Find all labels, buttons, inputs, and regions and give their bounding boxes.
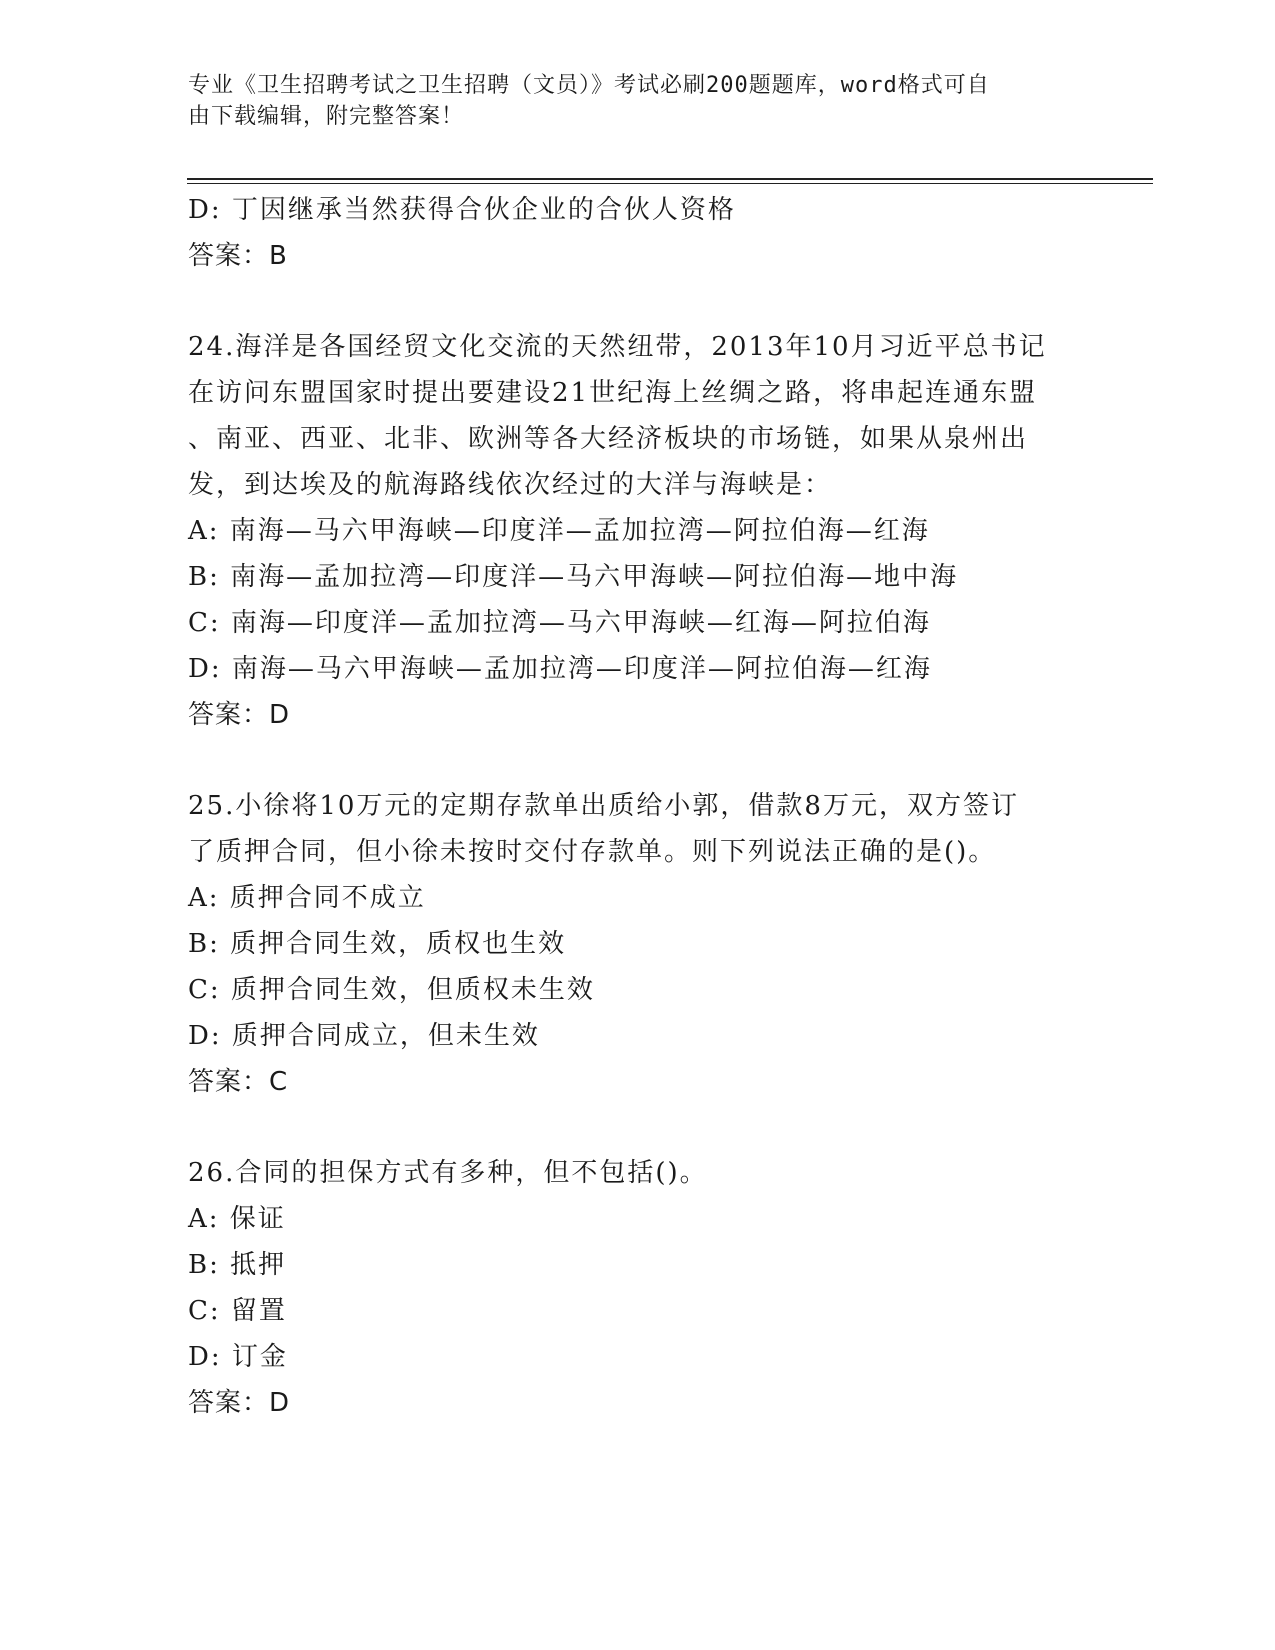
question-stem-line: 24.海洋是各国经贸文化交流的天然纽带，2013年10月习近平总书记 — [188, 332, 1047, 362]
spacer — [188, 1105, 1088, 1150]
answer-line: 答案：D — [188, 1388, 291, 1418]
question-list — [188, 187, 1088, 1426]
option-d: D: 丁因继承当然获得合伙企业的合伙人资格 — [188, 195, 736, 225]
option-b: B: 质押合同生效，质权也生效 — [188, 929, 567, 959]
page-header — [188, 70, 1068, 132]
option-b: B: 南海—孟加拉湾—印度洋—马六甲海峡—阿拉伯海—地中海 — [188, 562, 959, 592]
question-26 — [188, 1150, 1088, 1426]
question-24 — [188, 324, 1088, 738]
header-line-2: 由下载编辑，附完整答案！ — [188, 104, 465, 129]
answer-line: 答案：B — [188, 241, 288, 271]
question-stem-line: 26.合同的担保方式有多种，但不包括()。 — [188, 1158, 708, 1188]
option-d: D: 订金 — [188, 1342, 288, 1372]
answer-line: 答案：C — [188, 1067, 289, 1097]
question-25 — [188, 783, 1088, 1105]
option-a: A: 质押合同不成立 — [188, 883, 426, 913]
option-c: C: 质押合同生效，但质权未生效 — [188, 975, 595, 1005]
spacer — [188, 279, 1088, 324]
option-b: B: 抵押 — [188, 1250, 287, 1280]
question-stem-line: 发，到达埃及的航海路线依次经过的大洋与海峡是： — [188, 470, 833, 500]
spacer — [188, 738, 1088, 783]
option-d: D: 南海—马六甲海峡—孟加拉湾—印度洋—阿拉伯海—红海 — [188, 654, 932, 684]
question-stem-line: 、南亚、西亚、北非、欧洲等各大经济板块的市场链，如果从泉州出 — [188, 424, 1029, 454]
question-23-tail — [188, 187, 1088, 279]
question-stem-line: 25.小徐将10万元的定期存款单出质给小郭，借款8万元，双方签订 — [188, 791, 1019, 821]
option-d: D: 质押合同成立，但未生效 — [188, 1021, 540, 1051]
option-a: A: 保证 — [188, 1204, 286, 1234]
answer-line: 答案：D — [188, 700, 291, 730]
question-stem-line: 在访问东盟国家时提出要建设21世纪海上丝绸之路，将串起连通东盟 — [188, 378, 1038, 408]
header-divider-thick — [187, 178, 1153, 180]
option-a: A: 南海—马六甲海峡—印度洋—孟加拉湾—阿拉伯海—红海 — [188, 516, 930, 546]
header-line-1: 专业《卫生招聘考试之卫生招聘（文员）》考试必刷200题题库，word格式可自 — [188, 73, 990, 98]
header-divider-thin — [187, 183, 1153, 184]
question-stem-line: 了质押合同，但小徐未按时交付存款单。则下列说法正确的是()。 — [188, 837, 997, 867]
option-c: C: 南海—印度洋—孟加拉湾—马六甲海峡—红海—阿拉伯海 — [188, 608, 931, 638]
option-c: C: 留置 — [188, 1296, 287, 1326]
